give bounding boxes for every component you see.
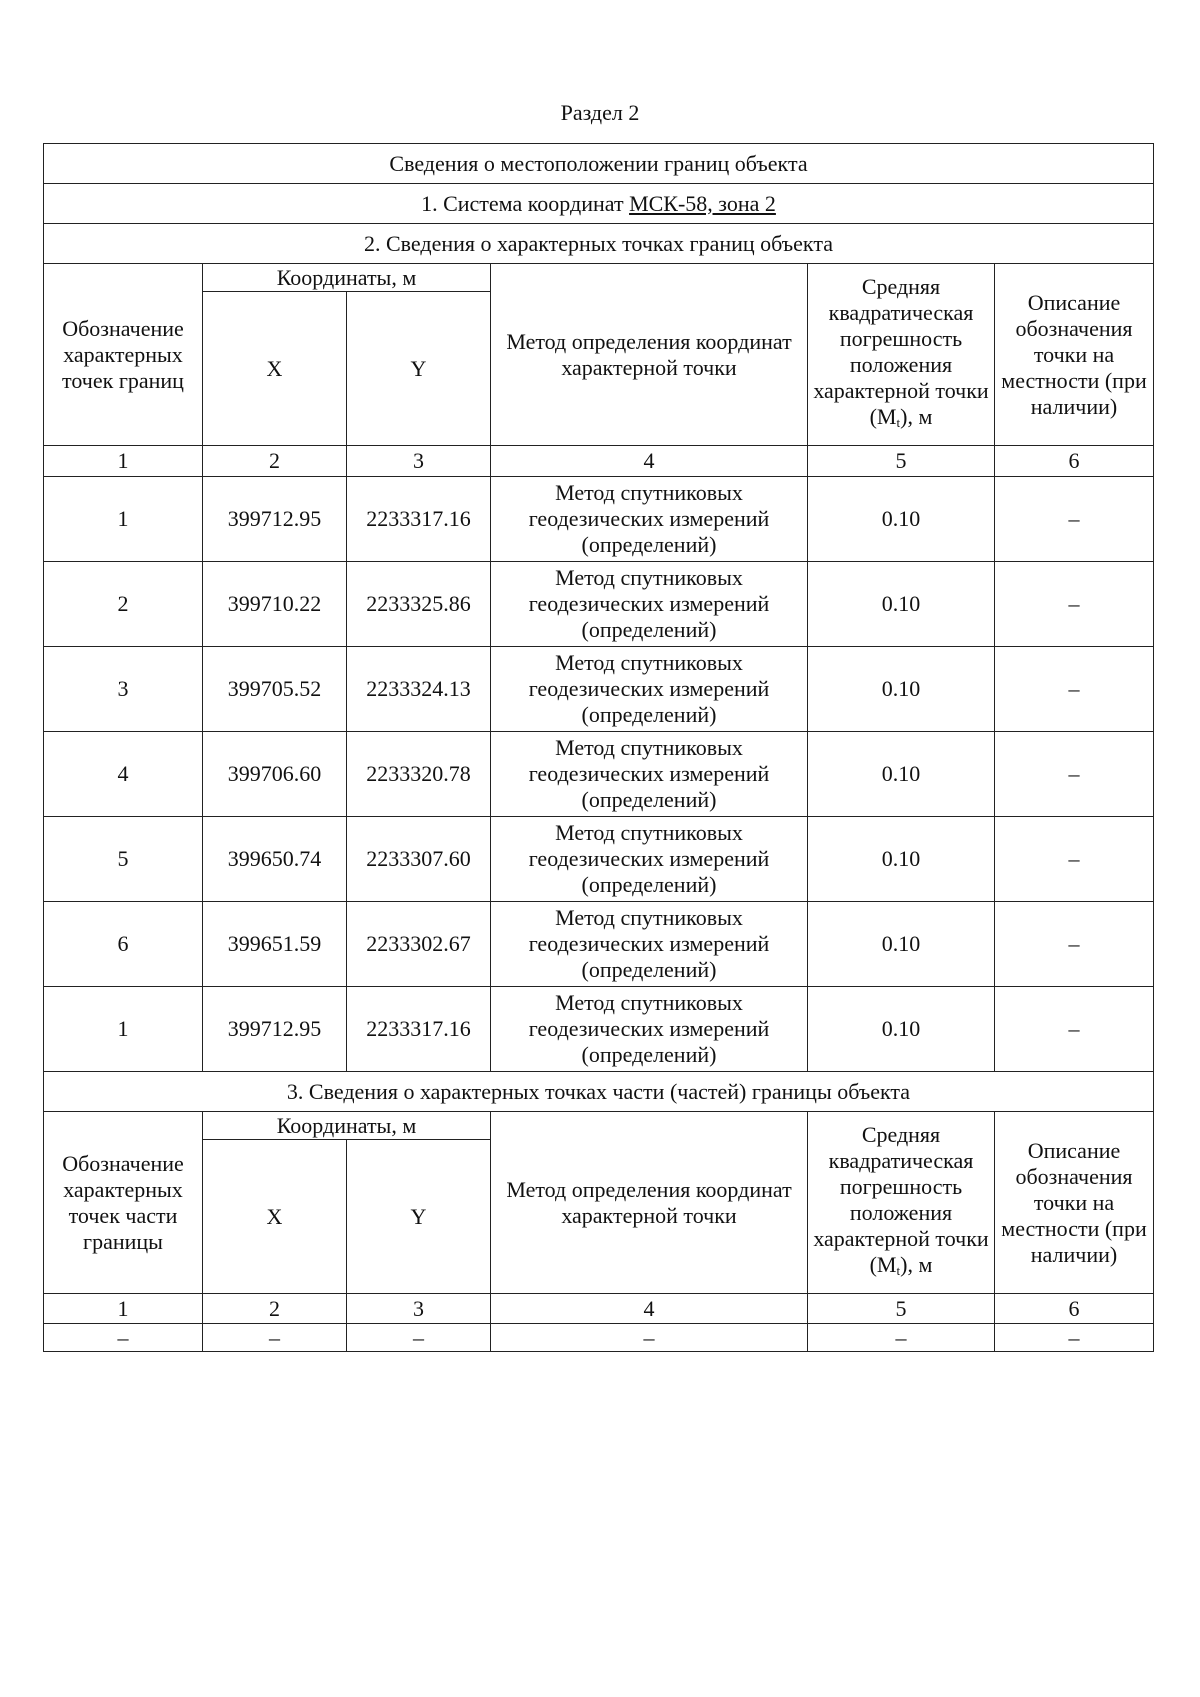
cell-accuracy: 0.10 — [808, 817, 995, 902]
col-number: 3 — [347, 446, 491, 477]
header-y: Y — [347, 1140, 491, 1294]
cell-description: – — [995, 647, 1154, 732]
header-y: Y — [347, 292, 491, 446]
cell-y: 2233317.16 — [347, 477, 491, 562]
cell-description: – — [995, 902, 1154, 987]
col-number: 4 — [491, 1294, 808, 1324]
header-accuracy-sub: t — [896, 1262, 901, 1278]
coord-system-label: 1. Система координат — [421, 190, 630, 216]
cell-method: Метод спутниковых геодезических измерений (определений) — [491, 562, 808, 647]
coord-system-value: МСК-58, зона 2 — [629, 190, 776, 216]
col-number: 3 — [347, 1294, 491, 1324]
boundary-table — [43, 143, 1154, 1352]
header-description: Описание обозначения точки на местности (при наличии) — [995, 264, 1154, 446]
header-coords: Координаты, м — [203, 264, 491, 292]
cell-x: 399712.95 — [203, 987, 347, 1072]
cell-accuracy: 0.10 — [808, 732, 995, 817]
header-method: Метод определения координат характерной точки — [491, 1112, 808, 1294]
cell-point: 4 — [44, 732, 203, 817]
cell-x: 399712.95 — [203, 477, 347, 562]
cell-x: 399650.74 — [203, 817, 347, 902]
header-accuracy-text: Средняя квадратическая погрешность положения характерной точки (M — [813, 273, 989, 429]
header-x: X — [203, 1140, 347, 1294]
col-number: 2 — [203, 1294, 347, 1324]
header-accuracy-tail: ), м — [900, 1251, 933, 1277]
cell-method: Метод спутниковых геодезических измерений (определений) — [491, 987, 808, 1072]
cell-x: 399705.52 — [203, 647, 347, 732]
table-row — [44, 1324, 1154, 1352]
section2-header-row-1 — [44, 264, 1154, 292]
section2-title-row — [44, 224, 1154, 264]
cell-accuracy: – — [808, 1324, 995, 1352]
cell-accuracy: 0.10 — [808, 902, 995, 987]
cell-y: 2233307.60 — [347, 817, 491, 902]
cell-x: 399710.22 — [203, 562, 347, 647]
cell-method: Метод спутниковых геодезических измерений (определений) — [491, 732, 808, 817]
header-accuracy — [808, 264, 995, 446]
cell-x: 399706.60 — [203, 732, 347, 817]
table-title-row — [44, 144, 1154, 184]
section3-title-row — [44, 1072, 1154, 1112]
table-row — [44, 647, 1154, 732]
cell-description: – — [995, 477, 1154, 562]
coord-system-row — [44, 184, 1154, 224]
col-number: 5 — [808, 446, 995, 477]
cell-point: 3 — [44, 647, 203, 732]
cell-description: – — [995, 562, 1154, 647]
cell-accuracy: 0.10 — [808, 987, 995, 1072]
cell-description: – — [995, 1324, 1154, 1352]
col-number: 5 — [808, 1294, 995, 1324]
cell-accuracy: 0.10 — [808, 647, 995, 732]
header-point: Обозначение характерных точек части границы — [44, 1112, 203, 1294]
header-coords: Координаты, м — [203, 1112, 491, 1140]
page-heading: Раздел 2 — [560, 100, 640, 125]
header-method: Метод определения координат характерной точки — [491, 264, 808, 446]
section3-title: 3. Сведения о характерных точках части (частей) границы объекта — [44, 1072, 1154, 1112]
section3-col-numbers — [44, 1294, 1154, 1324]
cell-description: – — [995, 817, 1154, 902]
header-point: Обозначение характерных точек границ — [44, 264, 203, 446]
header-x: X — [203, 292, 347, 446]
header-description: Описание обозначения точки на местности (при наличии) — [995, 1112, 1154, 1294]
cell-description: – — [995, 987, 1154, 1072]
table-title: Сведения о местоположении границ объекта — [44, 144, 1154, 184]
col-number: 6 — [995, 446, 1154, 477]
cell-point: 5 — [44, 817, 203, 902]
cell-x: – — [203, 1324, 347, 1352]
cell-y: 2233324.13 — [347, 647, 491, 732]
cell-point: 1 — [44, 987, 203, 1072]
section2-title: 2. Сведения о характерных точках границ объекта — [44, 224, 1154, 264]
cell-point: 6 — [44, 902, 203, 987]
header-accuracy-sub: t — [896, 414, 901, 430]
section3-header-row-1 — [44, 1112, 1154, 1140]
cell-method: Метод спутниковых геодезических измерений (определений) — [491, 817, 808, 902]
coord-system — [44, 184, 1154, 224]
cell-y: 2233302.67 — [347, 902, 491, 987]
table-row — [44, 732, 1154, 817]
cell-method: Метод спутниковых геодезических измерений (определений) — [491, 902, 808, 987]
cell-method: – — [491, 1324, 808, 1352]
cell-accuracy: 0.10 — [808, 477, 995, 562]
cell-y: – — [347, 1324, 491, 1352]
col-number: 6 — [995, 1294, 1154, 1324]
col-number: 1 — [44, 446, 203, 477]
header-accuracy — [808, 1112, 995, 1294]
col-number: 2 — [203, 446, 347, 477]
table-row — [44, 817, 1154, 902]
cell-point: 1 — [44, 477, 203, 562]
cell-description: – — [995, 732, 1154, 817]
cell-point: – — [44, 1324, 203, 1352]
cell-x: 399651.59 — [203, 902, 347, 987]
cell-y: 2233320.78 — [347, 732, 491, 817]
header-accuracy-text: Средняя квадратическая погрешность положения характерной точки (M — [813, 1121, 989, 1277]
col-number: 1 — [44, 1294, 203, 1324]
cell-method: Метод спутниковых геодезических измерений (определений) — [491, 647, 808, 732]
table-row — [44, 987, 1154, 1072]
table-row — [44, 477, 1154, 562]
col-number: 4 — [491, 446, 808, 477]
table-row — [44, 902, 1154, 987]
cell-method: Метод спутниковых геодезических измерений (определений) — [491, 477, 808, 562]
cell-y: 2233325.86 — [347, 562, 491, 647]
table-row — [44, 562, 1154, 647]
header-accuracy-tail: ), м — [900, 403, 933, 429]
cell-accuracy: 0.10 — [808, 562, 995, 647]
cell-point: 2 — [44, 562, 203, 647]
cell-y: 2233317.16 — [347, 987, 491, 1072]
section2-col-numbers — [44, 446, 1154, 477]
